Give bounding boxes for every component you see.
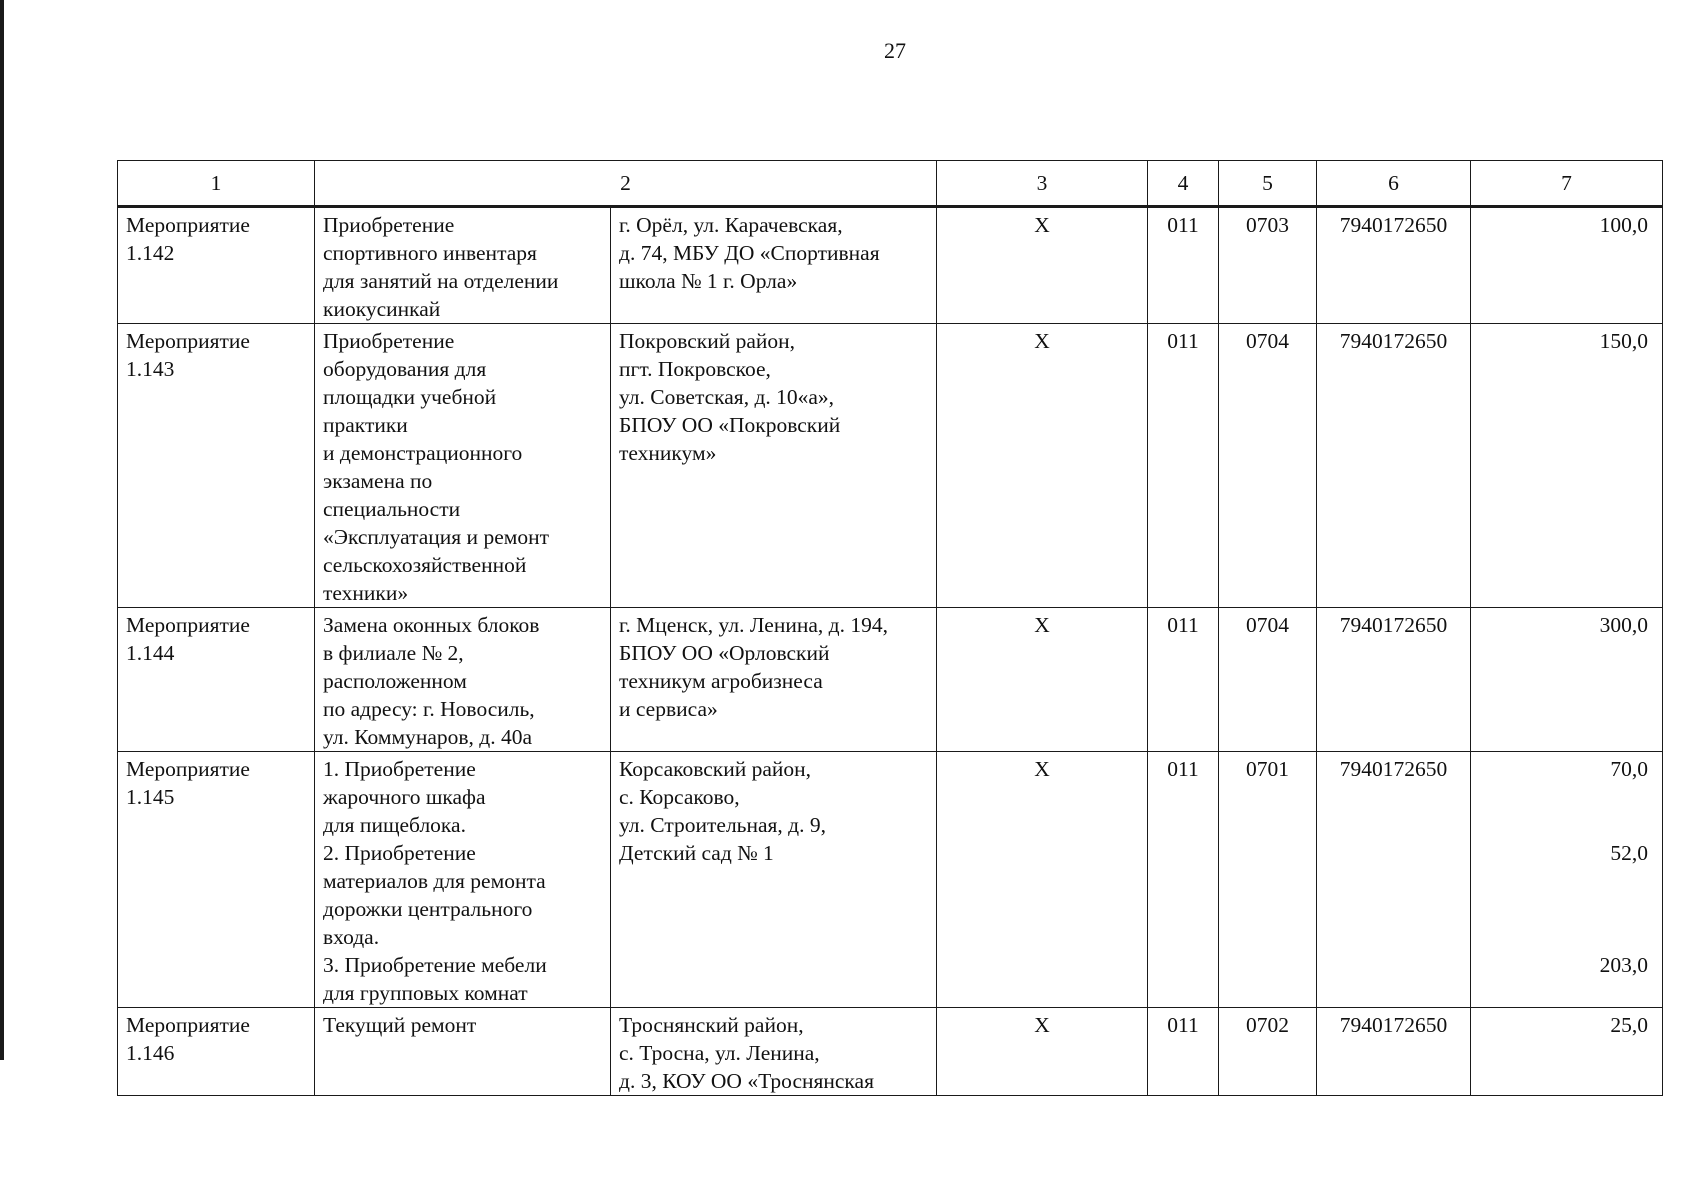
amount-value: 25,0: [1610, 1013, 1648, 1037]
address-cell: Троснянский район, с. Тросна, ул. Ленина, д. 3, КОУ ОО «Троснянская: [611, 1008, 937, 1096]
description-cell: 1. Приобретение жарочного шкафа для пищеблока. 2. Приобретение материалов для ремонта дорожки центрального входа. 3. Приобретение мебели для групповых комнат: [315, 752, 611, 1008]
amount-value: 203,0: [1599, 953, 1648, 977]
page-number: 27: [884, 38, 906, 63]
col5-cell: 0701: [1219, 752, 1317, 1008]
col3-cell: X: [937, 324, 1148, 608]
event-cell: Мероприятие 1.142: [118, 207, 315, 324]
table-row: [118, 1008, 1663, 1096]
column-header: 2: [315, 161, 937, 207]
address-cell: Корсаковский район, с. Корсаково, ул. Строительная, д. 9, Детский сад № 1: [611, 752, 937, 1008]
col5-cell: 0703: [1219, 207, 1317, 324]
description-cell: Замена оконных блоков в филиале № 2, расположенном по адресу: г. Новосиль, ул. Коммунаров, д. 40а: [315, 608, 611, 752]
description-cell: Приобретение спортивного инвентаря для занятий на отделении киокусинкай: [315, 207, 611, 324]
table-row: [118, 608, 1663, 752]
table-row: [118, 324, 1663, 608]
col5-cell: 0704: [1219, 324, 1317, 608]
table-header-row: [118, 161, 1663, 207]
event-cell: Мероприятие 1.144: [118, 608, 315, 752]
col6-cell: 7940172650: [1317, 752, 1471, 1008]
table-row: [118, 752, 1663, 1008]
column-header: 4: [1148, 161, 1219, 207]
column-header: 6: [1317, 161, 1471, 207]
col3-cell: X: [937, 1008, 1148, 1096]
scan-edge-bar: [0, 0, 4, 1060]
address-cell: г. Орёл, ул. Карачевская, д. 74, МБУ ДО «Спортивная школа № 1 г. Орла»: [611, 207, 937, 324]
amount-value: 70,0: [1610, 757, 1648, 781]
event-cell: Мероприятие 1.143: [118, 324, 315, 608]
col4-cell: 011: [1148, 1008, 1219, 1096]
table-row: [118, 207, 1663, 324]
col4-cell: 011: [1148, 752, 1219, 1008]
address-cell: Покровский район, пгт. Покровское, ул. Советская, д. 10«а», БПОУ ОО «Покровский техникум»: [611, 324, 937, 608]
col4-cell: 011: [1148, 608, 1219, 752]
amount-value: 150,0: [1599, 329, 1648, 353]
amount-value: 300,0: [1599, 613, 1648, 637]
amount-cell: [1471, 207, 1663, 324]
amount-cell: [1471, 324, 1663, 608]
event-cell: Мероприятие 1.146: [118, 1008, 315, 1096]
col3-cell: X: [937, 608, 1148, 752]
col5-cell: 0702: [1219, 1008, 1317, 1096]
column-header: 5: [1219, 161, 1317, 207]
col6-cell: 7940172650: [1317, 207, 1471, 324]
col6-cell: 7940172650: [1317, 608, 1471, 752]
amount-value: 100,0: [1599, 213, 1648, 237]
description-cell: Текущий ремонт: [315, 1008, 611, 1096]
col3-cell: X: [937, 752, 1148, 1008]
amount-value: 52,0: [1610, 841, 1648, 865]
amount-cell: [1471, 752, 1663, 1008]
description-cell: Приобретение оборудования для площадки учебной практики и демонстрационного экзамена по специальности «Эксплуатация и ремонт сельскохозяйственной техники»: [315, 324, 611, 608]
budget-table: [117, 160, 1663, 1096]
amount-cell: [1471, 1008, 1663, 1096]
col6-cell: 7940172650: [1317, 1008, 1471, 1096]
col4-cell: 011: [1148, 324, 1219, 608]
column-header: 3: [937, 161, 1148, 207]
event-cell: Мероприятие 1.145: [118, 752, 315, 1008]
col6-cell: 7940172650: [1317, 324, 1471, 608]
column-header: 7: [1471, 161, 1663, 207]
col5-cell: 0704: [1219, 608, 1317, 752]
column-header: 1: [118, 161, 315, 207]
amount-cell: [1471, 608, 1663, 752]
address-cell: г. Мценск, ул. Ленина, д. 194, БПОУ ОО «Орловский техникум агробизнеса и сервиса»: [611, 608, 937, 752]
col3-cell: X: [937, 207, 1148, 324]
col4-cell: 011: [1148, 207, 1219, 324]
